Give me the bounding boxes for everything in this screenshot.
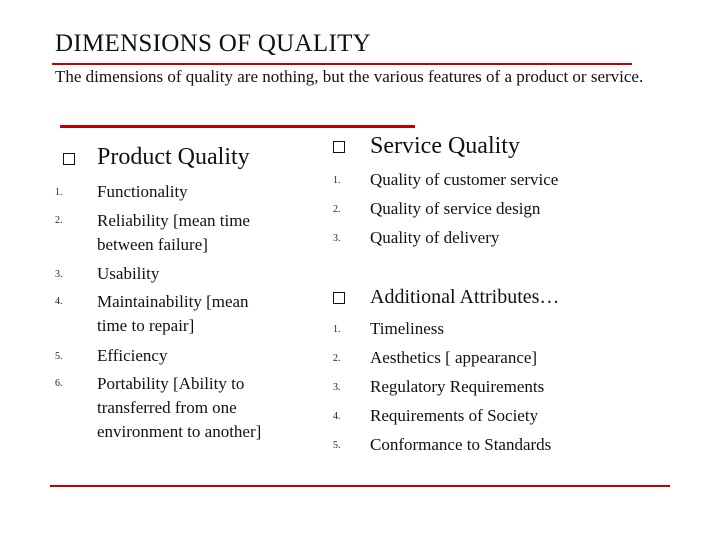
bottom-divider [50,485,670,487]
slide-subtitle: The dimensions of quality are nothing, but the various features of a product or service. [55,67,644,86]
list-item: Conformance to Standards [370,435,552,454]
list-item: Quality of customer service [370,170,559,189]
list-number: 3. [333,233,341,244]
list-number: 1. [333,175,341,186]
list-item: Reliability [mean time between failure] [97,211,250,254]
list-item: Portability [Ability to transferred from one environment to another] [97,374,262,441]
list-number: 2. [333,204,341,215]
list-number: 1. [333,324,341,335]
list-item: Quality of service design [370,199,541,218]
service-quality-heading: Service Quality [370,133,520,159]
list-item: Regulatory Requirements [370,377,545,396]
list-item: Requirements of Society [370,406,539,425]
list-number: 5. [333,440,341,451]
additional-attributes-heading: Additional Attributes… [370,286,560,308]
list-number: 6. [55,378,63,389]
title-underline [52,63,632,65]
list-item: Quality of delivery [370,228,500,247]
top-divider [60,125,415,128]
square-bullet-icon [333,292,345,304]
square-bullet-icon [333,141,345,153]
list-item: Usability [97,264,160,283]
list-number: 4. [333,411,341,422]
list-number: 1. [55,187,63,198]
list-number: 4. [55,296,63,307]
list-number: 2. [55,215,63,226]
list-item: Timeliness [370,319,445,338]
list-item: Aesthetics [ appearance] [370,348,538,367]
slide-title: DIMENSIONS OF QUALITY [55,30,372,57]
list-number: 3. [333,382,341,393]
square-bullet-icon [63,153,75,165]
list-item: Maintainability [mean time to repair] [97,292,249,335]
list-number: 3. [55,269,63,280]
product-quality-heading: Product Quality [97,144,250,170]
list-number: 5. [55,351,63,362]
list-item: Functionality [97,182,188,201]
list-item: Efficiency [97,346,168,365]
list-number: 2. [333,353,341,364]
